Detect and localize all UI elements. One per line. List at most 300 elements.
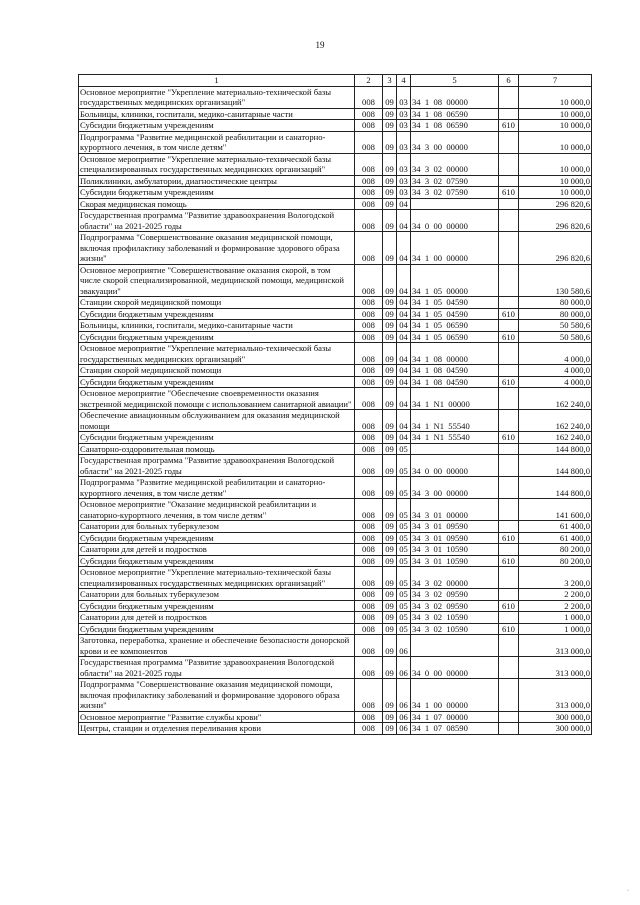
row-ved-cell: 008 (355, 499, 383, 521)
row-ved-cell: 008 (355, 308, 383, 320)
row-sum-cell: 2 200,0 (519, 589, 592, 601)
row-ved-cell: 008 (355, 343, 383, 365)
row-pr-cell: 06 (397, 679, 411, 712)
page-number: 19 (315, 40, 325, 50)
row-pr-cell: 03 (397, 153, 411, 175)
row-ved-cell: 008 (355, 532, 383, 544)
row-sum-cell: 2 200,0 (519, 600, 592, 612)
row-pr-cell: 05 (397, 532, 411, 544)
row-sum-cell: 1 000,0 (519, 612, 592, 624)
row-sum-cell: 50 580,6 (519, 320, 592, 332)
row-ved-cell: 008 (355, 521, 383, 533)
row-csr-cell: 34 1 08 06590 (411, 120, 499, 132)
row-pr-cell: 04 (397, 308, 411, 320)
row-name-cell: Субсидии бюджетным учреждениям (79, 120, 355, 132)
row-csr-cell: 34 1 00 00000 (411, 679, 499, 712)
row-sum-cell: 61 400,0 (519, 521, 592, 533)
row-csr-cell: 34 3 02 07590 (411, 175, 499, 187)
column-header: 7 (519, 75, 592, 87)
row-ved-cell: 008 (355, 175, 383, 187)
row-rz-cell: 09 (383, 320, 397, 332)
row-vr-cell: 610 (499, 376, 519, 388)
row-rz-cell: 09 (383, 232, 397, 265)
row-name-cell: Санатории для детей и подростков (79, 612, 355, 624)
row-rz-cell: 09 (383, 657, 397, 679)
table-row (79, 443, 592, 455)
row-sum-cell: 144 800,0 (519, 455, 592, 477)
row-name-cell: Станции скорой медицинской помощи (79, 365, 355, 377)
row-name-cell: Основное мероприятие "Оказание медицинской реабилитации и санаторно-курортного лечения, в том числе детям" (79, 499, 355, 521)
row-rz-cell: 09 (383, 131, 397, 153)
row-ved-cell: 008 (355, 365, 383, 377)
row-csr-cell: 34 1 05 00000 (411, 264, 499, 297)
row-sum-cell: 10 000,0 (519, 187, 592, 199)
row-rz-cell: 09 (383, 410, 397, 432)
row-pr-cell: 04 (397, 432, 411, 444)
row-ved-cell: 008 (355, 297, 383, 309)
row-pr-cell: 03 (397, 175, 411, 187)
table-row (79, 499, 592, 521)
row-vr-cell (499, 198, 519, 210)
table-row (79, 365, 592, 377)
table-row (79, 657, 592, 679)
row-ved-cell: 008 (355, 544, 383, 556)
row-sum-cell: 10 000,0 (519, 120, 592, 132)
row-rz-cell: 09 (383, 521, 397, 533)
row-ved-cell: 008 (355, 108, 383, 120)
row-rz-cell: 09 (383, 264, 397, 297)
row-pr-cell: 04 (397, 210, 411, 232)
row-csr-cell (411, 635, 499, 657)
row-sum-cell: 10 000,0 (519, 86, 592, 108)
table-row (79, 175, 592, 187)
row-csr-cell: 34 3 01 10590 (411, 555, 499, 567)
row-sum-cell: 80 200,0 (519, 544, 592, 556)
row-csr-cell: 34 1 00 00000 (411, 232, 499, 265)
row-rz-cell: 09 (383, 331, 397, 343)
row-pr-cell: 04 (397, 320, 411, 332)
table-row (79, 297, 592, 309)
row-sum-cell: 1 000,0 (519, 623, 592, 635)
row-pr-cell: 03 (397, 120, 411, 132)
row-csr-cell: 34 3 02 10590 (411, 623, 499, 635)
column-header: 5 (411, 75, 499, 87)
row-rz-cell: 09 (383, 153, 397, 175)
row-sum-cell: 10 000,0 (519, 153, 592, 175)
table-row (79, 589, 592, 601)
row-csr-cell: 34 1 08 00000 (411, 343, 499, 365)
row-pr-cell: 03 (397, 108, 411, 120)
row-sum-cell: 296 820,6 (519, 232, 592, 265)
row-name-cell: Государственная программа "Развитие здравоохранения Вологодской области" на 2021-2025 годы (79, 657, 355, 679)
row-name-cell: Больницы, клиники, госпитали, медико-санитарные части (79, 108, 355, 120)
header-row (79, 75, 592, 87)
row-csr-cell: 34 3 02 09590 (411, 600, 499, 612)
row-csr-cell: 34 3 01 09590 (411, 521, 499, 533)
row-pr-cell: 04 (397, 297, 411, 309)
row-csr-cell: 34 1 05 04590 (411, 297, 499, 309)
row-pr-cell: 06 (397, 723, 411, 735)
row-pr-cell: 05 (397, 567, 411, 589)
row-rz-cell: 09 (383, 432, 397, 444)
row-pr-cell: 05 (397, 477, 411, 499)
row-name-cell: Основное мероприятие "Укрепление материально-технической базы государственных медицинских организаций" (79, 343, 355, 365)
row-pr-cell: 04 (397, 388, 411, 410)
table-body (79, 86, 592, 734)
table-row (79, 555, 592, 567)
row-ved-cell: 008 (355, 376, 383, 388)
row-ved-cell: 008 (355, 86, 383, 108)
row-vr-cell (499, 635, 519, 657)
row-sum-cell: 300 000,0 (519, 711, 592, 723)
row-vr-cell: 610 (499, 187, 519, 199)
row-sum-cell: 10 000,0 (519, 108, 592, 120)
row-vr-cell: 610 (499, 555, 519, 567)
row-ved-cell: 008 (355, 612, 383, 624)
row-ved-cell: 008 (355, 153, 383, 175)
table-row (79, 388, 592, 410)
row-vr-cell (499, 589, 519, 601)
row-name-cell: Станции скорой медицинской помощи (79, 297, 355, 309)
table-row (79, 567, 592, 589)
row-ved-cell: 008 (355, 600, 383, 612)
row-ved-cell: 008 (355, 388, 383, 410)
row-vr-cell (499, 544, 519, 556)
row-csr-cell: 34 3 02 00000 (411, 153, 499, 175)
row-rz-cell: 09 (383, 499, 397, 521)
row-vr-cell (499, 657, 519, 679)
row-ved-cell: 008 (355, 210, 383, 232)
table-row (79, 623, 592, 635)
row-name-cell: Скорая медицинская помощь (79, 198, 355, 210)
table-row (79, 232, 592, 265)
row-name-cell: Санатории для больных туберкулезом (79, 521, 355, 533)
row-vr-cell: 610 (499, 331, 519, 343)
row-csr-cell: 34 1 08 00000 (411, 86, 499, 108)
row-pr-cell: 05 (397, 544, 411, 556)
row-rz-cell: 09 (383, 723, 397, 735)
row-pr-cell: 04 (397, 376, 411, 388)
row-name-cell: Основное мероприятие "Укрепление материально-технической базы специализированных государственных медицинских организаций" (79, 567, 355, 589)
row-pr-cell: 05 (397, 443, 411, 455)
edge-mark: · (627, 888, 629, 894)
row-ved-cell: 008 (355, 657, 383, 679)
row-ved-cell: 008 (355, 331, 383, 343)
row-vr-cell (499, 153, 519, 175)
row-csr-cell: 34 1 N1 55540 (411, 432, 499, 444)
row-name-cell: Субсидии бюджетным учреждениям (79, 376, 355, 388)
row-name-cell: Субсидии бюджетным учреждениям (79, 331, 355, 343)
row-pr-cell: 05 (397, 499, 411, 521)
row-sum-cell: 313 000,0 (519, 679, 592, 712)
row-rz-cell: 09 (383, 365, 397, 377)
row-csr-cell: 34 1 05 06590 (411, 331, 499, 343)
row-ved-cell: 008 (355, 711, 383, 723)
row-ved-cell: 008 (355, 432, 383, 444)
row-vr-cell (499, 388, 519, 410)
table-row (79, 455, 592, 477)
row-csr-cell: 34 1 08 06590 (411, 108, 499, 120)
row-pr-cell: 04 (397, 365, 411, 377)
row-name-cell: Подпрограмма "Развитие медицинской реабилитации и санаторно-курортного лечения, в том числе детям" (79, 131, 355, 153)
row-csr-cell: 34 3 01 09590 (411, 532, 499, 544)
row-rz-cell: 09 (383, 623, 397, 635)
row-vr-cell (499, 343, 519, 365)
table-row (79, 264, 592, 297)
row-vr-cell: 610 (499, 532, 519, 544)
table-row (79, 711, 592, 723)
row-pr-cell: 03 (397, 187, 411, 199)
row-sum-cell: 10 000,0 (519, 131, 592, 153)
row-name-cell: Субсидии бюджетным учреждениям (79, 308, 355, 320)
row-name-cell: Основное мероприятие "Совершенствование оказания скорой, в том числе скорой специализированной, медицинской помощи, медицинской эвакуации" (79, 264, 355, 297)
row-rz-cell: 09 (383, 187, 397, 199)
table-row (79, 376, 592, 388)
row-csr-cell: 34 1 N1 00000 (411, 388, 499, 410)
row-name-cell: Основное мероприятие "Укрепление материально-технической базы государственных медицинских организаций" (79, 86, 355, 108)
row-sum-cell: 50 580,6 (519, 331, 592, 343)
row-ved-cell: 008 (355, 567, 383, 589)
row-ved-cell: 008 (355, 443, 383, 455)
row-vr-cell (499, 108, 519, 120)
table-row (79, 320, 592, 332)
row-vr-cell (499, 320, 519, 332)
row-pr-cell: 06 (397, 711, 411, 723)
row-pr-cell: 04 (397, 410, 411, 432)
row-sum-cell: 162 240,0 (519, 432, 592, 444)
row-sum-cell: 141 600,0 (519, 499, 592, 521)
row-sum-cell: 61 400,0 (519, 532, 592, 544)
row-name-cell: Основное мероприятие "Обеспечение своевременности оказания экстренной медицинской помощи с использованием санитарной авиации" (79, 388, 355, 410)
row-ved-cell: 008 (355, 320, 383, 332)
table-row (79, 521, 592, 533)
column-header: 1 (79, 75, 355, 87)
row-pr-cell: 05 (397, 612, 411, 624)
table-row (79, 108, 592, 120)
row-sum-cell: 3 200,0 (519, 567, 592, 589)
row-name-cell: Больницы, клиники, госпитали, медико-санитарные части (79, 320, 355, 332)
table-row (79, 544, 592, 556)
row-vr-cell (499, 365, 519, 377)
row-pr-cell: 04 (397, 343, 411, 365)
row-rz-cell: 09 (383, 544, 397, 556)
table-row (79, 86, 592, 108)
row-csr-cell: 34 3 01 10590 (411, 544, 499, 556)
table-row (79, 153, 592, 175)
row-vr-cell (499, 232, 519, 265)
row-sum-cell: 296 820,6 (519, 198, 592, 210)
column-header: 4 (397, 75, 411, 87)
row-csr-cell: 34 1 08 04590 (411, 376, 499, 388)
row-csr-cell: 34 1 08 04590 (411, 365, 499, 377)
row-rz-cell: 09 (383, 711, 397, 723)
row-vr-cell (499, 264, 519, 297)
row-sum-cell: 313 000,0 (519, 657, 592, 679)
row-sum-cell: 130 580,6 (519, 264, 592, 297)
row-rz-cell: 09 (383, 589, 397, 601)
column-header: 3 (383, 75, 397, 87)
row-sum-cell: 4 000,0 (519, 365, 592, 377)
row-vr-cell (499, 499, 519, 521)
row-sum-cell: 296 820,6 (519, 210, 592, 232)
row-sum-cell: 144 800,0 (519, 477, 592, 499)
row-rz-cell: 09 (383, 477, 397, 499)
row-csr-cell: 34 1 05 04590 (411, 308, 499, 320)
row-name-cell: Санатории для детей и подростков (79, 544, 355, 556)
row-csr-cell: 34 3 02 00000 (411, 567, 499, 589)
table-row (79, 198, 592, 210)
row-name-cell: Обеспечение авиационным обслуживанием для оказания медицинской помощи (79, 410, 355, 432)
row-ved-cell: 008 (355, 410, 383, 432)
row-name-cell: Субсидии бюджетным учреждениям (79, 187, 355, 199)
row-ved-cell: 008 (355, 723, 383, 735)
row-ved-cell: 008 (355, 187, 383, 199)
row-rz-cell: 09 (383, 679, 397, 712)
row-name-cell: Подпрограмма "Развитие медицинской реабилитации и санаторно-курортного лечения, в том числе детям" (79, 477, 355, 499)
row-pr-cell: 04 (397, 198, 411, 210)
row-rz-cell: 09 (383, 455, 397, 477)
row-csr-cell: 34 3 02 09590 (411, 589, 499, 601)
row-csr-cell: 34 1 07 00000 (411, 711, 499, 723)
row-rz-cell: 09 (383, 388, 397, 410)
row-rz-cell: 09 (383, 612, 397, 624)
row-csr-cell: 34 3 00 00000 (411, 477, 499, 499)
row-name-cell: Санатории для больных туберкулезом (79, 589, 355, 601)
table-row (79, 343, 592, 365)
row-rz-cell: 09 (383, 567, 397, 589)
column-header: 2 (355, 75, 383, 87)
row-vr-cell: 610 (499, 432, 519, 444)
row-vr-cell (499, 723, 519, 735)
row-vr-cell (499, 131, 519, 153)
row-pr-cell: 03 (397, 131, 411, 153)
row-sum-cell: 80 000,0 (519, 297, 592, 309)
row-pr-cell: 04 (397, 264, 411, 297)
table-row (79, 410, 592, 432)
row-name-cell: Государственная программа "Развитие здравоохранения Вологодской области" на 2021-2025 годы (79, 210, 355, 232)
row-csr-cell: 34 1 05 06590 (411, 320, 499, 332)
row-ved-cell: 008 (355, 120, 383, 132)
row-rz-cell: 09 (383, 308, 397, 320)
row-ved-cell: 008 (355, 455, 383, 477)
row-pr-cell: 06 (397, 635, 411, 657)
row-csr-cell: 34 0 00 00000 (411, 210, 499, 232)
table-header (79, 75, 592, 87)
row-rz-cell: 09 (383, 635, 397, 657)
row-name-cell: Подпрограмма "Совершенствование оказания медицинской помощи, включая профилактику заболеваний и формирование здорового образа жизни" (79, 679, 355, 712)
row-rz-cell: 09 (383, 297, 397, 309)
row-vr-cell (499, 612, 519, 624)
row-ved-cell: 008 (355, 232, 383, 265)
row-name-cell: Субсидии бюджетным учреждениям (79, 623, 355, 635)
row-ved-cell: 008 (355, 679, 383, 712)
table-row (79, 308, 592, 320)
row-sum-cell: 144 800,0 (519, 443, 592, 455)
row-sum-cell: 313 000,0 (519, 635, 592, 657)
row-sum-cell: 4 000,0 (519, 343, 592, 365)
row-vr-cell: 610 (499, 600, 519, 612)
row-sum-cell: 162 240,0 (519, 410, 592, 432)
table-row (79, 612, 592, 624)
row-name-cell: Центры, станции и отделения переливания крови (79, 723, 355, 735)
row-vr-cell (499, 711, 519, 723)
row-name-cell: Субсидии бюджетным учреждениям (79, 432, 355, 444)
table-row (79, 432, 592, 444)
row-pr-cell: 06 (397, 657, 411, 679)
row-vr-cell (499, 86, 519, 108)
row-pr-cell: 05 (397, 555, 411, 567)
row-pr-cell: 05 (397, 521, 411, 533)
table-row (79, 477, 592, 499)
row-vr-cell (499, 679, 519, 712)
row-csr-cell: 34 3 00 00000 (411, 131, 499, 153)
row-name-cell: Субсидии бюджетным учреждениям (79, 600, 355, 612)
row-rz-cell: 09 (383, 210, 397, 232)
row-rz-cell: 09 (383, 175, 397, 187)
row-vr-cell (499, 210, 519, 232)
row-name-cell: Субсидии бюджетным учреждениям (79, 555, 355, 567)
row-csr-cell: 34 3 02 10590 (411, 612, 499, 624)
row-vr-cell (499, 455, 519, 477)
table-row (79, 635, 592, 657)
table-row (79, 131, 592, 153)
row-sum-cell: 80 200,0 (519, 555, 592, 567)
row-rz-cell: 09 (383, 532, 397, 544)
row-rz-cell: 09 (383, 343, 397, 365)
row-ved-cell: 008 (355, 623, 383, 635)
row-pr-cell: 05 (397, 589, 411, 601)
row-name-cell: Поликлиники, амбулатории, диагностические центры (79, 175, 355, 187)
row-pr-cell: 03 (397, 86, 411, 108)
row-rz-cell: 09 (383, 120, 397, 132)
row-vr-cell (499, 567, 519, 589)
row-rz-cell: 09 (383, 376, 397, 388)
row-ved-cell: 008 (355, 264, 383, 297)
row-rz-cell: 09 (383, 600, 397, 612)
row-sum-cell: 4 000,0 (519, 376, 592, 388)
table-row (79, 187, 592, 199)
row-name-cell: Заготовка, переработка, хранение и обеспечение безопасности донорской крови и ее компонентов (79, 635, 355, 657)
row-ved-cell: 008 (355, 131, 383, 153)
row-vr-cell: 610 (499, 308, 519, 320)
row-sum-cell: 10 000,0 (519, 175, 592, 187)
row-ved-cell: 008 (355, 635, 383, 657)
row-csr-cell (411, 198, 499, 210)
table-row (79, 600, 592, 612)
row-name-cell: Государственная программа "Развитие здравоохранения Вологодской области" на 2021-2025 годы (79, 455, 355, 477)
row-csr-cell (411, 443, 499, 455)
row-pr-cell: 04 (397, 331, 411, 343)
row-vr-cell (499, 521, 519, 533)
row-rz-cell: 09 (383, 108, 397, 120)
column-header: 6 (499, 75, 519, 87)
row-vr-cell (499, 175, 519, 187)
row-name-cell: Основное мероприятие "Развитие службы крови" (79, 711, 355, 723)
row-pr-cell: 05 (397, 455, 411, 477)
row-vr-cell (499, 297, 519, 309)
row-name-cell: Основное мероприятие "Укрепление материально-технической базы специализированных государственных медицинских организаций" (79, 153, 355, 175)
row-name-cell: Санаторно-оздоровительная помощь (79, 443, 355, 455)
row-csr-cell: 34 1 07 08590 (411, 723, 499, 735)
row-name-cell: Подпрограмма "Совершенствование оказания медицинской помощи, включая профилактику заболеваний и формирование здорового образа жизни" (79, 232, 355, 265)
row-vr-cell (499, 410, 519, 432)
row-ved-cell: 008 (355, 477, 383, 499)
row-sum-cell: 300 000,0 (519, 723, 592, 735)
table-row (79, 679, 592, 712)
table-row (79, 331, 592, 343)
row-rz-cell: 09 (383, 443, 397, 455)
row-rz-cell: 09 (383, 198, 397, 210)
